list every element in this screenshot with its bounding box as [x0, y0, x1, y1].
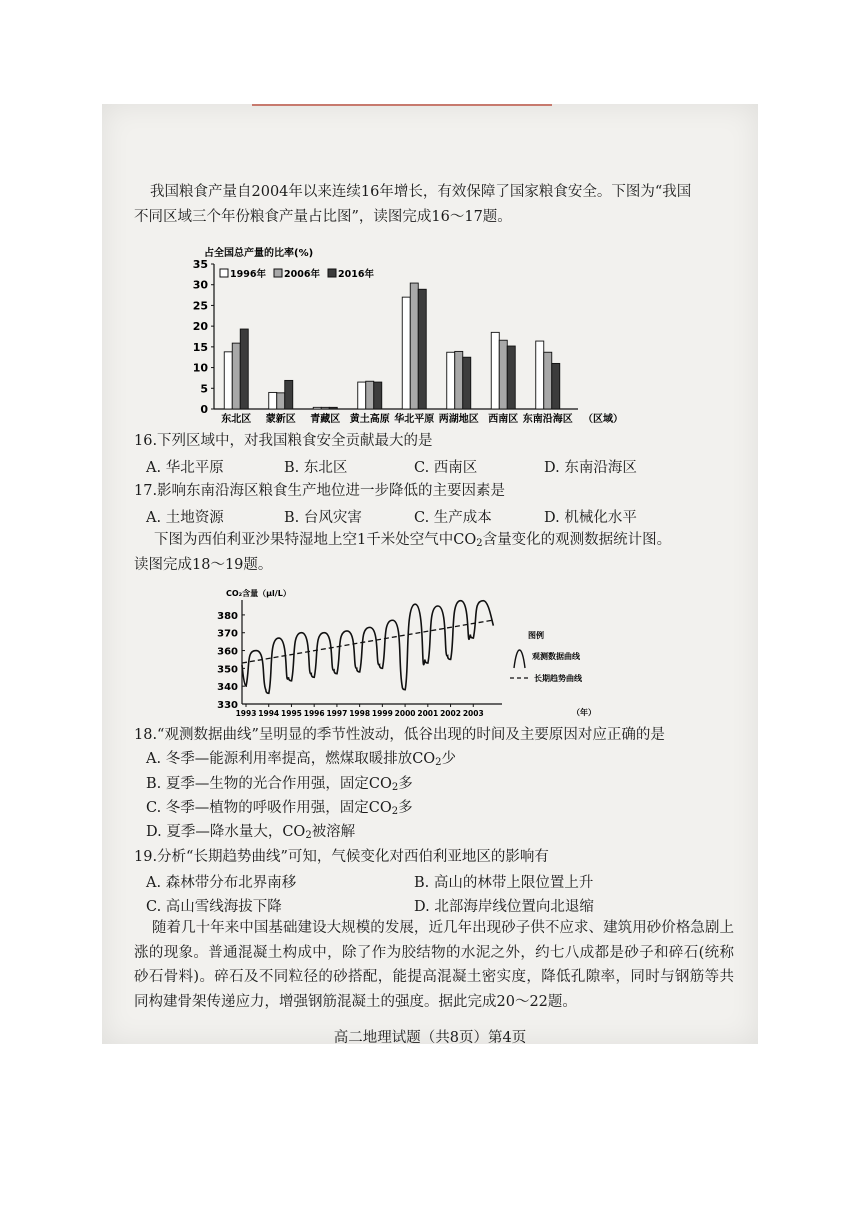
intro-16-line1: 我国粮食产量自2004年以来连续16年增长，有效保障了国家粮食安全。下图为“我国	[150, 184, 692, 200]
bar-5-1	[455, 351, 463, 409]
bar-category-label: 华北平原	[394, 414, 435, 424]
co2-x-tick-label: 2002	[440, 709, 461, 718]
q16-stem: 16.下列区域中，对我国粮食安全贡献最大的是	[134, 433, 433, 449]
bar-y-tick-label: 10	[192, 361, 208, 375]
co2-x-tick-label: 1999	[371, 709, 393, 718]
bar-category-label: 东南沿海区	[522, 414, 573, 424]
co2-y-tick-label: 370	[217, 628, 238, 640]
q18-option-c[interactable]: C. 冬季—植物的呼吸作用强，固定$CO_2$多	[146, 800, 413, 817]
legend-trend-label: 长期趋势曲线	[534, 674, 582, 683]
bar-y-tick-label: 0	[200, 403, 208, 416]
bar-legend-label: 1996年	[230, 269, 266, 280]
legend-observed-icon	[514, 650, 525, 668]
bar-2-2	[329, 407, 337, 409]
q18-option-b[interactable]: B. 夏季—生物的光合作用强，固定$CO_2$多	[146, 776, 413, 793]
bar-3-0	[358, 382, 366, 409]
q17-option-b[interactable]: B. 台风灾害	[284, 510, 362, 526]
bar-1-1	[277, 393, 285, 409]
co2-y-tick-label: 360	[217, 646, 238, 658]
co2-legend-title: 图例	[528, 631, 544, 640]
bar-legend-swatch	[220, 269, 228, 277]
bar-category-label: 黄土高原	[349, 414, 390, 424]
co2-observed-curve	[242, 601, 493, 694]
bar-1-0	[269, 392, 277, 409]
q17-option-c[interactable]: C. 生产成本	[414, 510, 492, 526]
co2-x-tick-label: 1996	[303, 709, 325, 718]
bar-legend-label: 2006年	[284, 269, 320, 280]
co2-line-chart	[192, 586, 612, 718]
co2-x-tick-label: 2001	[417, 709, 439, 718]
bar-7-0	[536, 341, 544, 409]
bar-4-2	[418, 289, 426, 409]
top-rule	[252, 104, 552, 106]
q18-stem: 18.“观测数据曲线”呈明显的季节性波动，低谷出现的时间及主要原因对应正确的是	[134, 727, 665, 743]
co2-x-tick-label: 2003	[462, 709, 484, 718]
bar-2-0	[313, 407, 321, 409]
bar-6-2	[507, 346, 515, 409]
bar-5-0	[447, 352, 455, 409]
bar-7-1	[544, 352, 552, 409]
q18-option-d[interactable]: D. 夏季—降水量大，$CO_2$被溶解	[146, 824, 356, 841]
q17-stem: 17.影响东南沿海区粮食生产地位进一步降低的主要因素是	[134, 483, 506, 499]
bar-6-1	[499, 340, 507, 409]
legend-observed-label: 观测数据曲线	[532, 652, 580, 661]
page-footer: 高二地理试题（共8页）第4页	[333, 1030, 527, 1046]
bar-category-label: 西南区	[488, 414, 519, 424]
bar-category-label: 青藏区	[310, 414, 341, 424]
co2-y-tick-label: 330	[217, 700, 238, 711]
q16-option-a[interactable]: A. 华北平原	[146, 460, 224, 476]
q17-option-d[interactable]: D. 机械化水平	[544, 510, 637, 526]
bar-y-tick-label: 30	[192, 278, 208, 292]
intro-20-paragraph: 随着几十年来中国基础建设大规模的发展，近几年出现砂子供不应求、建筑用砂价格急剧上涨的现象。普通混凝土构成中，除了作为胶结物的水泥之外，约七八成都是砂子和碎石(统称砂石骨料)。碎石及不同粒径的砂搭配，能提高混凝土密实度，降低孔隙率，同时与钢筋等共同构建骨架传递应力，增强钢筋混凝土的强度。据此完成20～22题。	[134, 920, 734, 1010]
co2-trend-line	[242, 620, 492, 663]
bar-0-1	[232, 343, 240, 409]
bar-4-0	[402, 297, 410, 409]
co2-x-tick-label: 1997	[326, 709, 348, 718]
co2-y-tick-label: 340	[217, 682, 238, 694]
co2-x-tick-label: 1995	[281, 709, 302, 718]
bar-y-tick-label: 25	[192, 299, 208, 313]
co2-x-tick-label: 1994	[258, 709, 280, 718]
bar-y-tick-label: 35	[192, 258, 208, 271]
q19-option-c[interactable]: C. 高山雪线海拔下降	[146, 899, 282, 915]
co2-y-tick-label: 350	[217, 664, 238, 676]
bar-chart-xlabel: （区域）	[583, 414, 623, 424]
grain-share-bar-chart	[178, 244, 648, 424]
intro-18-line2: 读图完成18～19题。	[134, 557, 273, 573]
bar-legend-swatch	[328, 269, 336, 277]
bar-3-2	[374, 382, 382, 409]
bar-y-tick-label: 5	[200, 382, 208, 396]
q19-option-b[interactable]: B. 高山的林带上限位置上升	[414, 875, 594, 891]
bar-y-tick-label: 15	[192, 340, 208, 354]
q16-option-d[interactable]: D. 东南沿海区	[544, 460, 637, 476]
bar-y-tick-label: 20	[192, 320, 208, 334]
intro-18-line1: 下图为西伯利亚沙果特湿地上空1千米处空气中$CO_2$含量变化的观测数据统计图。	[154, 532, 672, 549]
q17-option-a[interactable]: A. 土地资源	[146, 510, 224, 526]
co2-x-tick-label: 2000	[394, 709, 416, 718]
bar-1-2	[285, 380, 293, 409]
exam-page	[102, 104, 758, 1044]
bar-chart-ylabel: 占全国总产量的比率(%)	[204, 248, 314, 259]
q19-option-d[interactable]: D. 北部海岸线位置向北退缩	[414, 899, 594, 915]
bar-legend-swatch	[274, 269, 282, 277]
bar-category-label: 两湖地区	[438, 414, 479, 424]
bar-7-2	[552, 363, 560, 409]
bar-4-1	[410, 283, 418, 409]
q19-stem: 19.分析“长期趋势曲线”可知，气候变化对西伯利亚地区的影响有	[134, 849, 549, 865]
co2-chart-ylabel: CO₂含量（μl/L）	[226, 589, 291, 598]
co2-x-tick-label: 1993	[235, 709, 257, 718]
bar-0-0	[224, 352, 232, 409]
bar-0-2	[240, 329, 248, 409]
co2-x-tick-label: 1998	[349, 709, 371, 718]
co2-y-tick-label: 380	[217, 610, 238, 622]
q18-option-a[interactable]: A. 冬季—能源利用率提高，燃煤取暖排放$CO_2$少	[146, 751, 457, 768]
bar-legend-label: 2016年	[338, 269, 374, 280]
bar-5-2	[463, 357, 471, 409]
bar-3-1	[366, 381, 374, 409]
intro-16-line2: 不同区域三个年份粮食产量占比图”，读图完成16～17题。	[134, 209, 512, 225]
q16-option-b[interactable]: B. 东北区	[284, 460, 348, 476]
bar-category-label: 蒙新区	[265, 414, 296, 424]
bar-2-1	[321, 407, 329, 409]
co2-chart-xlabel: （年）	[572, 708, 596, 717]
bar-6-0	[491, 332, 499, 409]
bar-category-label: 东北区	[221, 414, 252, 424]
q16-option-c[interactable]: C. 西南区	[414, 460, 478, 476]
q19-option-a[interactable]: A. 森林带分布北界南移	[146, 875, 297, 891]
